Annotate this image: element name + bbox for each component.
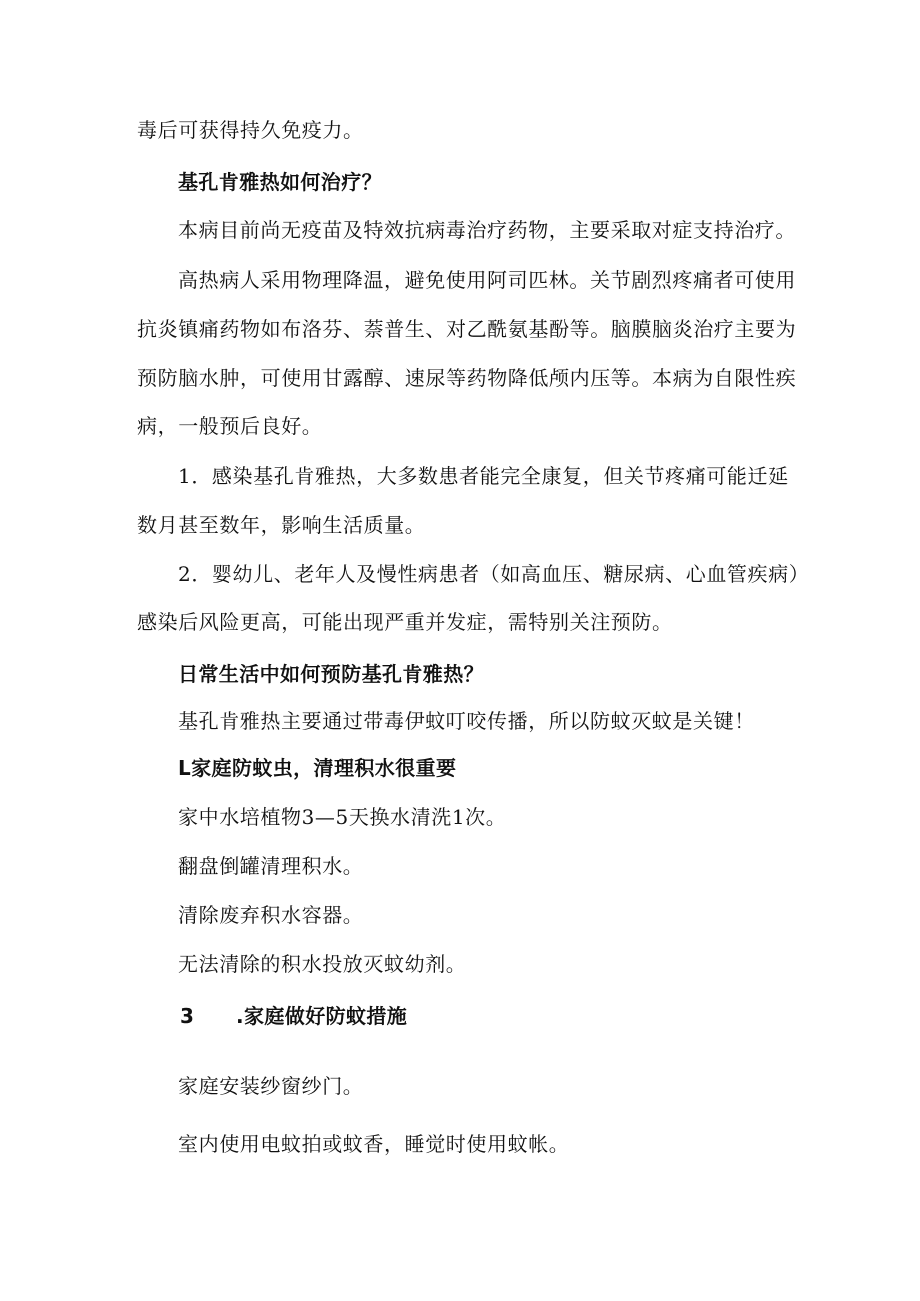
- paragraph-line: 感染后风险更高，可能出现严重并发症，需特别关注预防。: [137, 610, 673, 634]
- paragraph-line: 本病目前尚无疫苗及特效抗病毒治疗药物，主要采取对症支持治疗。: [178, 218, 796, 242]
- section-heading-prevention: 日常生活中如何预防基孔肯雅热？: [178, 662, 484, 686]
- paragraph-line: 预防脑水肿，可使用甘露醇、速尿等药物降低颅内压等。本病为自限性疾: [137, 366, 797, 390]
- paragraph-line: 病，一般预后良好。: [137, 414, 323, 438]
- list-item: 家中水培植物3—5天换水清洗1次。: [178, 805, 507, 829]
- subheading-number: 3: [180, 1004, 195, 1028]
- numbered-item-1: 1．感染基孔肯雅热，大多数患者能完全康复，但关节疼痛可能迁延: [178, 464, 789, 488]
- paragraph-line: 毒后可获得持久免疫力。: [137, 118, 364, 142]
- paragraph-line: 数月甚至数年，影响生活质量。: [137, 513, 426, 537]
- subheading-water: L家庭防蚊虫，清理积水很重要: [178, 756, 457, 780]
- list-item: 室内使用电蚊拍或蚊香，睡觉时使用蚊帐。: [178, 1132, 570, 1156]
- list-item: 翻盘倒罐清理积水。: [178, 854, 364, 878]
- section-heading-treatment: 基孔肯雅热如何治疗？: [178, 170, 382, 194]
- subheading-measures: .家庭做好防蚊措施: [236, 1004, 408, 1028]
- paragraph-line: 基孔肯雅热主要通过带毒伊蚊叮咬传播，所以防蚊灭蚊是关键！: [178, 709, 755, 733]
- list-item: 清除废弃积水容器。: [178, 903, 364, 927]
- paragraph-line: 高热病人采用物理降温，避免使用阿司匹林。关节剧烈疼痛者可使用: [178, 268, 796, 292]
- numbered-item-2: 2．婴幼儿、老年人及慢性病患者（如高血压、糖尿病、心血管疾病）: [178, 562, 810, 586]
- paragraph-line: 抗炎镇痛药物如布洛芬、萘普生、对乙酰氨基酚等。脑膜脑炎治疗主要为: [137, 317, 797, 341]
- list-item: 无法清除的积水投放灭蚊幼剂。: [178, 952, 467, 976]
- list-item: 家庭安装纱窗纱门。: [178, 1074, 364, 1098]
